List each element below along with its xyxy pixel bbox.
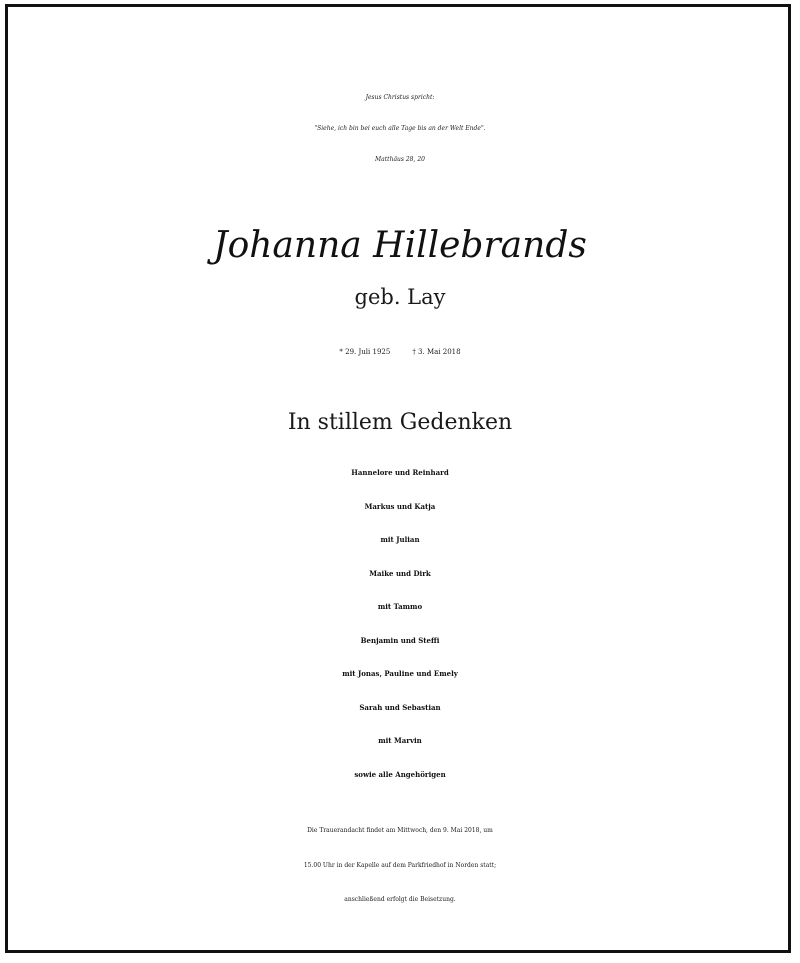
birth-name: geb. Lay (354, 285, 446, 309)
mourners-list (0, 456, 800, 791)
mourner-line: Sarah und Sebastian (359, 702, 441, 712)
mourner-line: Benjamin und Steffi (360, 635, 440, 645)
mourner-line: Hannelore und Reinhard (351, 468, 449, 477)
mourner-line: mit Tammo (377, 602, 423, 611)
birth-date: * 29. Juli 1925 (339, 348, 391, 356)
notice-line: anschließend erfolgt die Beisetzung. (344, 896, 456, 903)
mourner-line: Markus und Katja (364, 501, 436, 511)
mourner-line: mit Marvin (378, 736, 422, 745)
deceased-name: Johanna Hillebrands (213, 225, 587, 266)
funeral-notice (0, 814, 800, 918)
notice-line: Die Trauerandacht findet am Mittwoch, den 9. Mai 2018, um (307, 827, 493, 834)
verse-quote: "Siehe, ich bin bei euch alle Tage bis an der Welt Ende". (314, 125, 486, 132)
bible-verse (0, 82, 800, 175)
mourner-line: sowie alle Angehörigen (354, 769, 446, 779)
memorial-phrase: In stillem Gedenken (287, 410, 513, 435)
mourner-line: mit Jonas, Pauline und Emely (342, 669, 458, 678)
notice-line: 15.00 Uhr in der Kapelle auf dem Parkfriedhof in Norden statt; (303, 861, 497, 869)
mourner-line: mit Julian (380, 535, 420, 544)
death-date: † 3. Mai 2018 (412, 348, 461, 356)
life-dates (0, 336, 800, 368)
verse-intro: Jesus Christus spricht: (365, 94, 435, 101)
verse-reference: Matthäus 28, 20 (375, 156, 425, 163)
mourner-line: Maike und Dirk (369, 568, 431, 578)
